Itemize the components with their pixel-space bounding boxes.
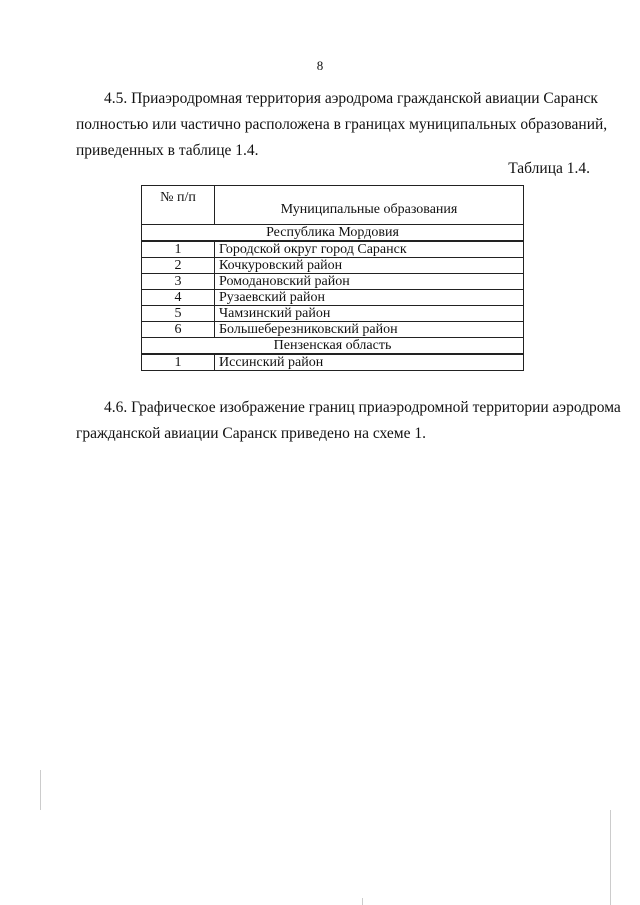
- table-row: [142, 274, 524, 290]
- scan-artifact-line: [40, 770, 41, 810]
- paragraph-4-5: [76, 86, 608, 164]
- table-row: [142, 290, 524, 306]
- paragraph-line: гражданской авиации Саранск приведено на схеме 1.: [76, 425, 426, 442]
- paragraph-line: 4.6. Графическое изображение границ приаэродромной территории аэродрома: [104, 399, 621, 416]
- paragraph-line: 4.5. Приаэродромная территория аэродрома гражданской авиации Саранск: [104, 90, 598, 107]
- municipality-name: Кочкуровский район: [215, 258, 524, 274]
- paragraph-line: полностью или частично расположена в границах муниципальных образований,: [76, 116, 608, 133]
- municipality-name: Иссинский район: [215, 354, 524, 371]
- municipality-name: Городской округ город Саранск: [215, 241, 524, 258]
- row-number: 2: [142, 258, 215, 274]
- table-row: [142, 354, 524, 371]
- municipalities-table: [141, 185, 524, 371]
- column-header-municipality: Муниципальные образования: [215, 186, 524, 225]
- municipality-name: Ромодановский район: [215, 274, 524, 290]
- paragraph-line: приведенных в таблице 1.4.: [76, 142, 259, 159]
- row-number: 6: [142, 322, 215, 338]
- table-caption: Таблица 1.4.: [508, 160, 590, 177]
- region-name: Республика Мордовия: [142, 225, 524, 242]
- row-number: 1: [142, 241, 215, 258]
- municipality-name: Большеберезниковский район: [215, 322, 524, 338]
- municipality-name: Рузаевский район: [215, 290, 524, 306]
- page-number: 8: [316, 58, 324, 73]
- table-row: [142, 241, 524, 258]
- paragraph-4-6: [76, 395, 621, 447]
- region-row: [142, 338, 524, 355]
- table-row: [142, 306, 524, 322]
- scan-artifact-line: [362, 898, 363, 905]
- row-number: 3: [142, 274, 215, 290]
- scan-artifact-line: [610, 810, 611, 905]
- table-header-row: [142, 186, 524, 225]
- row-number: 4: [142, 290, 215, 306]
- region-name: Пензенская область: [142, 338, 524, 355]
- municipality-name: Чамзинский район: [215, 306, 524, 322]
- row-number: 1: [142, 354, 215, 371]
- row-number: 5: [142, 306, 215, 322]
- table-row: [142, 258, 524, 274]
- table-row: [142, 322, 524, 338]
- column-header-number: № п/п: [142, 186, 215, 225]
- region-row: [142, 225, 524, 242]
